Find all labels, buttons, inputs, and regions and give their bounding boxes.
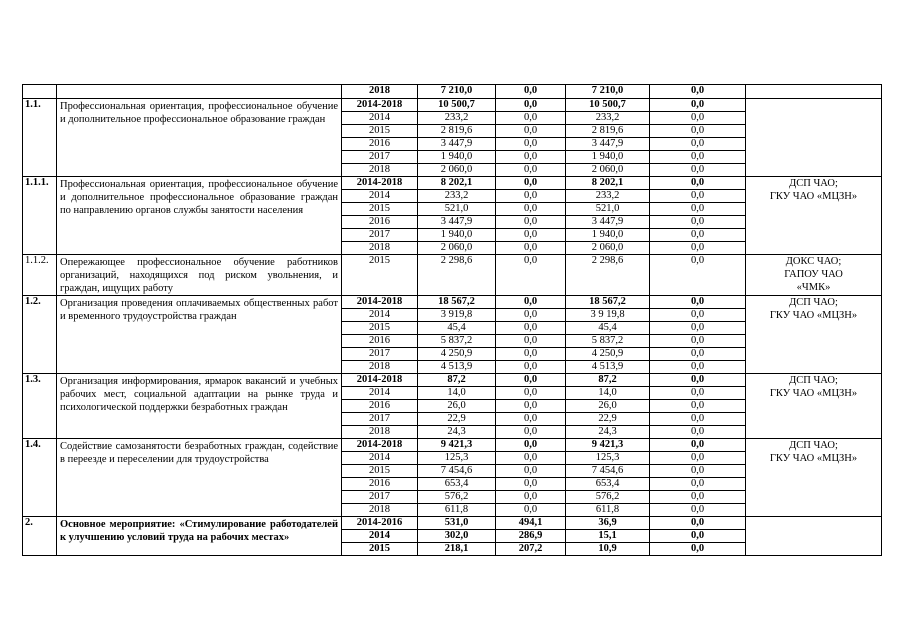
funding-col-3-cell: 0,0: [650, 452, 746, 465]
funding-col-1-cell: 0,0: [496, 491, 566, 504]
year-cell: 2015: [342, 543, 418, 556]
year-cell: 2014: [342, 309, 418, 322]
total-cell: 3 447,9: [418, 216, 496, 229]
funding-col-2-cell: 87,2: [566, 374, 650, 387]
funding-col-2-cell: 2 060,0: [566, 164, 650, 177]
year-cell: 2015: [342, 322, 418, 335]
funding-col-3-cell: 0,0: [650, 335, 746, 348]
funding-col-1-cell: 0,0: [496, 413, 566, 426]
funding-col-1-cell: 0,0: [496, 504, 566, 517]
year-cell: 2014-2018: [342, 439, 418, 452]
responsible-executor: [746, 99, 882, 177]
total-cell: 24,3: [418, 426, 496, 439]
funding-col-1-cell: 0,0: [496, 164, 566, 177]
funding-col-3-cell: 0,0: [650, 465, 746, 478]
year-cell: 2017: [342, 229, 418, 242]
funding-col-3-cell: 0,0: [650, 85, 746, 99]
total-cell: 653,4: [418, 478, 496, 491]
item-description: Основное мероприятие: «Стимулирование работодателей к улучшению условий труда на рабочих местах»: [57, 517, 342, 556]
funding-col-3-cell: 0,0: [650, 255, 746, 296]
funding-col-3-cell: 0,0: [650, 177, 746, 190]
total-cell: 22,9: [418, 413, 496, 426]
funding-col-1-cell: 0,0: [496, 203, 566, 216]
total-cell: 3 919,8: [418, 309, 496, 322]
funding-col-3-cell: 0,0: [650, 374, 746, 387]
funding-col-3-cell: 0,0: [650, 138, 746, 151]
year-cell: 2016: [342, 335, 418, 348]
funding-col-1-cell: 0,0: [496, 112, 566, 125]
funding-col-2-cell: 2 298,6: [566, 255, 650, 296]
table-row: [23, 374, 882, 387]
total-cell: 26,0: [418, 400, 496, 413]
funding-col-1-cell: 0,0: [496, 229, 566, 242]
total-cell: 7 454,6: [418, 465, 496, 478]
item-index: 1.1.2.: [23, 255, 57, 296]
year-cell: 2016: [342, 478, 418, 491]
year-cell: 2015: [342, 125, 418, 138]
funding-col-1-cell: 0,0: [496, 374, 566, 387]
funding-col-1-cell: 0,0: [496, 452, 566, 465]
funding-col-2-cell: 22,9: [566, 413, 650, 426]
total-cell: 10 500,7: [418, 99, 496, 112]
funding-col-2-cell: 3 9 19,8: [566, 309, 650, 322]
total-cell: 3 447,9: [418, 138, 496, 151]
funding-col-1-cell: 0,0: [496, 335, 566, 348]
table-row: [23, 517, 882, 530]
funding-col-2-cell: 10,9: [566, 543, 650, 556]
funding-col-2-cell: 233,2: [566, 190, 650, 203]
table-row: [23, 177, 882, 190]
total-cell: 4 250,9: [418, 348, 496, 361]
item-description: Профессиональная ориентация, профессиональное обучение и дополнительное профессиональное образование граждан: [57, 99, 342, 177]
funding-col-2-cell: 233,2: [566, 112, 650, 125]
funding-col-2-cell: 14,0: [566, 387, 650, 400]
funding-col-2-cell: 10 500,7: [566, 99, 650, 112]
year-cell: 2014: [342, 387, 418, 400]
year-cell: 2014: [342, 112, 418, 125]
total-cell: 4 513,9: [418, 361, 496, 374]
item-description: Организация проведения оплачиваемых общественных работ и временного трудоустройства граждан: [57, 296, 342, 374]
funding-col-1-cell: 0,0: [496, 296, 566, 309]
year-cell: 2014: [342, 190, 418, 203]
year-cell: 2018: [342, 504, 418, 517]
year-cell: 2014-2016: [342, 517, 418, 530]
item-index: 1.2.: [23, 296, 57, 374]
funding-col-2-cell: 45,4: [566, 322, 650, 335]
funding-col-1-cell: 0,0: [496, 138, 566, 151]
funding-col-3-cell: 0,0: [650, 413, 746, 426]
funding-col-2-cell: 4 250,9: [566, 348, 650, 361]
funding-col-3-cell: 0,0: [650, 322, 746, 335]
total-cell: 302,0: [418, 530, 496, 543]
funding-col-2-cell: 1 940,0: [566, 229, 650, 242]
year-cell: 2015: [342, 255, 418, 296]
item-index: [23, 85, 57, 99]
funding-col-3-cell: 0,0: [650, 112, 746, 125]
table-row: [23, 255, 882, 296]
year-cell: 2018: [342, 361, 418, 374]
funding-col-3-cell: 0,0: [650, 229, 746, 242]
funding-col-3-cell: 0,0: [650, 426, 746, 439]
funding-col-1-cell: 0,0: [496, 177, 566, 190]
funding-col-1-cell: 0,0: [496, 439, 566, 452]
funding-col-3-cell: 0,0: [650, 296, 746, 309]
responsible-executor: ДСП ЧАО; ГКУ ЧАО «МЦЗН»: [746, 439, 882, 517]
funding-col-2-cell: 125,3: [566, 452, 650, 465]
funding-col-1-cell: 0,0: [496, 322, 566, 335]
funding-col-3-cell: 0,0: [650, 348, 746, 361]
funding-col-1-cell: 0,0: [496, 85, 566, 99]
total-cell: 233,2: [418, 190, 496, 203]
funding-col-2-cell: 2 819,6: [566, 125, 650, 138]
funding-col-1-cell: 0,0: [496, 151, 566, 164]
funding-col-2-cell: 9 421,3: [566, 439, 650, 452]
funding-col-1-cell: 494,1: [496, 517, 566, 530]
funding-col-3-cell: 0,0: [650, 164, 746, 177]
total-cell: 87,2: [418, 374, 496, 387]
program-financing-table: [22, 84, 882, 556]
funding-col-2-cell: 576,2: [566, 491, 650, 504]
year-cell: 2016: [342, 216, 418, 229]
item-description: Опережающее профессиональное обучение работников организаций, находящихся под риском увольнения, и граждан, ищущих работу: [57, 255, 342, 296]
total-cell: 18 567,2: [418, 296, 496, 309]
total-cell: 2 819,6: [418, 125, 496, 138]
item-description: [57, 85, 342, 99]
total-cell: 14,0: [418, 387, 496, 400]
funding-col-3-cell: 0,0: [650, 504, 746, 517]
funding-col-1-cell: 0,0: [496, 125, 566, 138]
responsible-executor: ДОКС ЧАО; ГАПОУ ЧАО «ЧМК»: [746, 255, 882, 296]
responsible-executor: ДСП ЧАО; ГКУ ЧАО «МЦЗН»: [746, 296, 882, 374]
year-cell: 2017: [342, 491, 418, 504]
funding-col-2-cell: 3 447,9: [566, 138, 650, 151]
funding-col-2-cell: 18 567,2: [566, 296, 650, 309]
funding-col-2-cell: 26,0: [566, 400, 650, 413]
item-description: Профессиональная ориентация, профессиональное обучение и дополнительное профессиональное образование граждан по направлению органов службы занятости населения: [57, 177, 342, 255]
item-index: 1.4.: [23, 439, 57, 517]
table-body: [23, 85, 882, 556]
funding-col-3-cell: 0,0: [650, 361, 746, 374]
funding-col-2-cell: 24,3: [566, 426, 650, 439]
funding-col-1-cell: 286,9: [496, 530, 566, 543]
responsible-executor: ДСП ЧАО; ГКУ ЧАО «МЦЗН»: [746, 374, 882, 439]
year-cell: 2014-2018: [342, 296, 418, 309]
funding-col-3-cell: 0,0: [650, 125, 746, 138]
total-cell: 9 421,3: [418, 439, 496, 452]
funding-col-1-cell: 0,0: [496, 348, 566, 361]
item-index: 1.3.: [23, 374, 57, 439]
total-cell: 1 940,0: [418, 229, 496, 242]
total-cell: 611,8: [418, 504, 496, 517]
funding-col-1-cell: 0,0: [496, 361, 566, 374]
funding-col-1-cell: 0,0: [496, 309, 566, 322]
funding-col-1-cell: 207,2: [496, 543, 566, 556]
year-cell: 2018: [342, 426, 418, 439]
funding-col-3-cell: 0,0: [650, 517, 746, 530]
funding-col-2-cell: 1 940,0: [566, 151, 650, 164]
year-cell: 2016: [342, 138, 418, 151]
total-cell: 2 060,0: [418, 242, 496, 255]
funding-col-2-cell: 7 210,0: [566, 85, 650, 99]
funding-col-1-cell: 0,0: [496, 99, 566, 112]
funding-col-3-cell: 0,0: [650, 543, 746, 556]
funding-col-2-cell: 611,8: [566, 504, 650, 517]
funding-col-1-cell: 0,0: [496, 387, 566, 400]
table-row: [23, 296, 882, 309]
funding-col-3-cell: 0,0: [650, 400, 746, 413]
year-cell: 2017: [342, 348, 418, 361]
table-row: [23, 85, 882, 99]
table-row: [23, 439, 882, 452]
year-cell: 2017: [342, 151, 418, 164]
total-cell: 45,4: [418, 322, 496, 335]
total-cell: 1 940,0: [418, 151, 496, 164]
funding-col-1-cell: 0,0: [496, 242, 566, 255]
year-cell: 2018: [342, 164, 418, 177]
total-cell: 531,0: [418, 517, 496, 530]
funding-col-1-cell: 0,0: [496, 216, 566, 229]
year-cell: 2014: [342, 452, 418, 465]
total-cell: 576,2: [418, 491, 496, 504]
year-cell: 2015: [342, 203, 418, 216]
table-row: [23, 99, 882, 112]
total-cell: 521,0: [418, 203, 496, 216]
total-cell: 233,2: [418, 112, 496, 125]
funding-col-2-cell: 36,9: [566, 517, 650, 530]
funding-col-2-cell: 521,0: [566, 203, 650, 216]
total-cell: 125,3: [418, 452, 496, 465]
funding-col-1-cell: 0,0: [496, 465, 566, 478]
year-cell: 2018: [342, 85, 418, 99]
funding-col-2-cell: 8 202,1: [566, 177, 650, 190]
funding-col-3-cell: 0,0: [650, 203, 746, 216]
funding-col-2-cell: 653,4: [566, 478, 650, 491]
total-cell: 8 202,1: [418, 177, 496, 190]
funding-col-1-cell: 0,0: [496, 400, 566, 413]
funding-col-3-cell: 0,0: [650, 151, 746, 164]
year-cell: 2017: [342, 413, 418, 426]
funding-col-1-cell: 0,0: [496, 478, 566, 491]
item-index: 1.1.: [23, 99, 57, 177]
funding-col-3-cell: 0,0: [650, 190, 746, 203]
funding-col-3-cell: 0,0: [650, 309, 746, 322]
total-cell: 2 060,0: [418, 164, 496, 177]
year-cell: 2014-2018: [342, 177, 418, 190]
funding-col-3-cell: 0,0: [650, 216, 746, 229]
item-description: Организация информирования, ярмарок вакансий и учебных рабочих мест, социальной адаптации на рынке труда и психологической поддержки безработных граждан: [57, 374, 342, 439]
responsible-executor: ДСП ЧАО; ГКУ ЧАО «МЦЗН»: [746, 177, 882, 255]
funding-col-2-cell: 15,1: [566, 530, 650, 543]
funding-col-3-cell: 0,0: [650, 530, 746, 543]
year-cell: 2014: [342, 530, 418, 543]
year-cell: 2014-2018: [342, 374, 418, 387]
year-cell: 2018: [342, 242, 418, 255]
funding-col-1-cell: 0,0: [496, 255, 566, 296]
year-cell: 2014-2018: [342, 99, 418, 112]
funding-col-3-cell: 0,0: [650, 242, 746, 255]
item-index: 2.: [23, 517, 57, 556]
year-cell: 2015: [342, 465, 418, 478]
responsible-executor: [746, 85, 882, 99]
total-cell: 218,1: [418, 543, 496, 556]
item-description: Содействие самозанятости безработных граждан, содействие в переезде и переселении для трудоустройства: [57, 439, 342, 517]
funding-col-2-cell: 2 060,0: [566, 242, 650, 255]
funding-col-3-cell: 0,0: [650, 478, 746, 491]
funding-col-2-cell: 3 447,9: [566, 216, 650, 229]
funding-col-3-cell: 0,0: [650, 387, 746, 400]
year-cell: 2016: [342, 400, 418, 413]
funding-col-1-cell: 0,0: [496, 426, 566, 439]
funding-col-2-cell: 5 837,2: [566, 335, 650, 348]
responsible-executor: [746, 517, 882, 556]
funding-col-3-cell: 0,0: [650, 99, 746, 112]
funding-col-2-cell: 4 513,9: [566, 361, 650, 374]
total-cell: 7 210,0: [418, 85, 496, 99]
funding-col-3-cell: 0,0: [650, 439, 746, 452]
item-index: 1.1.1.: [23, 177, 57, 255]
total-cell: 5 837,2: [418, 335, 496, 348]
funding-col-1-cell: 0,0: [496, 190, 566, 203]
total-cell: 2 298,6: [418, 255, 496, 296]
funding-col-3-cell: 0,0: [650, 491, 746, 504]
funding-col-2-cell: 7 454,6: [566, 465, 650, 478]
